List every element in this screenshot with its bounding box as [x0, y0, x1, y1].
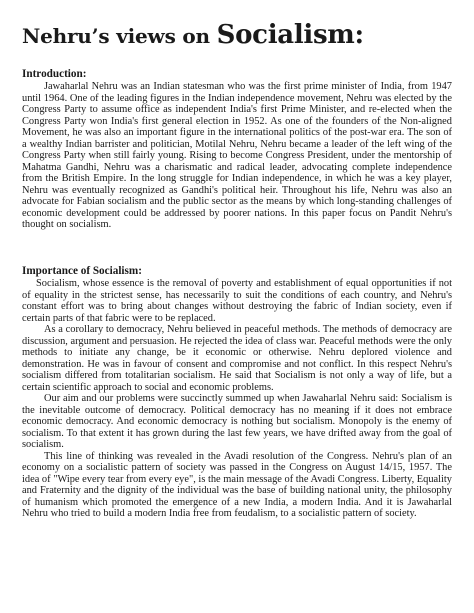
title-emphasis: Socialism:: [216, 20, 364, 50]
section-introduction: [22, 68, 452, 231]
paragraph: Our aim and our problems were succinctly summed up when Jawaharlal Nehru said: Socialism is the inevitable outcome of democracy. Political democracy has no meaning if it does not embrace economic democracy. And economic democracy is nothing but socialism. Monopoly is the enemy of socialism. To that extent it has grown during the last few years, we have drifted away from the goal of socialism.: [22, 393, 452, 450]
section-importance-of-socialism: [22, 265, 452, 520]
paragraph: As a corollary to democracy, Nehru believed in peaceful methods. The methods of democracy are discussion, argument and persuasion. He rejected the idea of class war. Peaceful methods were the only methods to initiate any change, be it economic or otherwise. Nehru deplored violence and demonstration. He was in favour of consent and compromise and not conflict. In this respect Nehru's socialism differed from totalitarian socialism. He said that Socialism is not only a way of life, but a certain scientific approach to social and economic problems.: [22, 324, 452, 393]
title-prefix: Nehru’s views on: [22, 24, 217, 48]
section-heading: Importance of Socialism:: [22, 265, 142, 277]
paragraph: Socialism, whose essence is the removal of poverty and establishment of equal opportunities if not of equality in the strictest sense, has necessarily to suit the conditions of each country, and Nehru's constant effort was to bring about changes without destroying the fabric of Indian society, even if certain parts of that fabric were to be replaced.: [22, 278, 452, 324]
paragraph: This line of thinking was revealed in the Avadi resolution of the Congress. Nehru's plan of an economy on a socialistic pattern of society was passed in the Congress on August 14/15, 1957. The idea of "Wipe every tear from every eye", is the main message of the Avadi Congress. Liberty, Equality and Fraternity and the dignity of the individual was the base of building national unity, the philosophy of humanism which promoted the emergence of a new India, a modern India. And it is Jawaharlal Nehru who tried to build a modern India free from feudalism, to a socialistic pattern of society.: [22, 450, 452, 519]
section-heading: Introduction:: [22, 68, 87, 80]
paragraph: Jawaharlal Nehru was an Indian statesman who was the first prime minister of India, from 1947 until 1964. One of the leading figures in the Indian independence movement, Nehru was elected by the Congress Party to assume office as independent India's first Prime Minister, and re-elected when the Congress Party won India's first general election in 1952. As one of the founders of the Non-aligned Movement, he was also an important figure in the international politics of the post-war era. The son of a wealthy Indian barrister and politician, Motilal Nehru, Nehru became a leader of the left wing of the Congress Party when still fairly young. Rising to become Congress President, under the mentorship of Mahatma Gandhi, Nehru was a charismatic and radical leader, advocating complete independence from the British Empire. In the long struggle for Indian independence, in which he was a key player, Nehru was eventually recognized as Gandhi's political heir. Throughout his life, Nehru was also an advocate for Fabian socialism and the public sector as the means by which long-standing challenges of economic development could be addressed by poorer nations. In this paper focus on Pandit Nehru's thought on socialism.: [22, 81, 452, 230]
page-title: [22, 16, 364, 48]
